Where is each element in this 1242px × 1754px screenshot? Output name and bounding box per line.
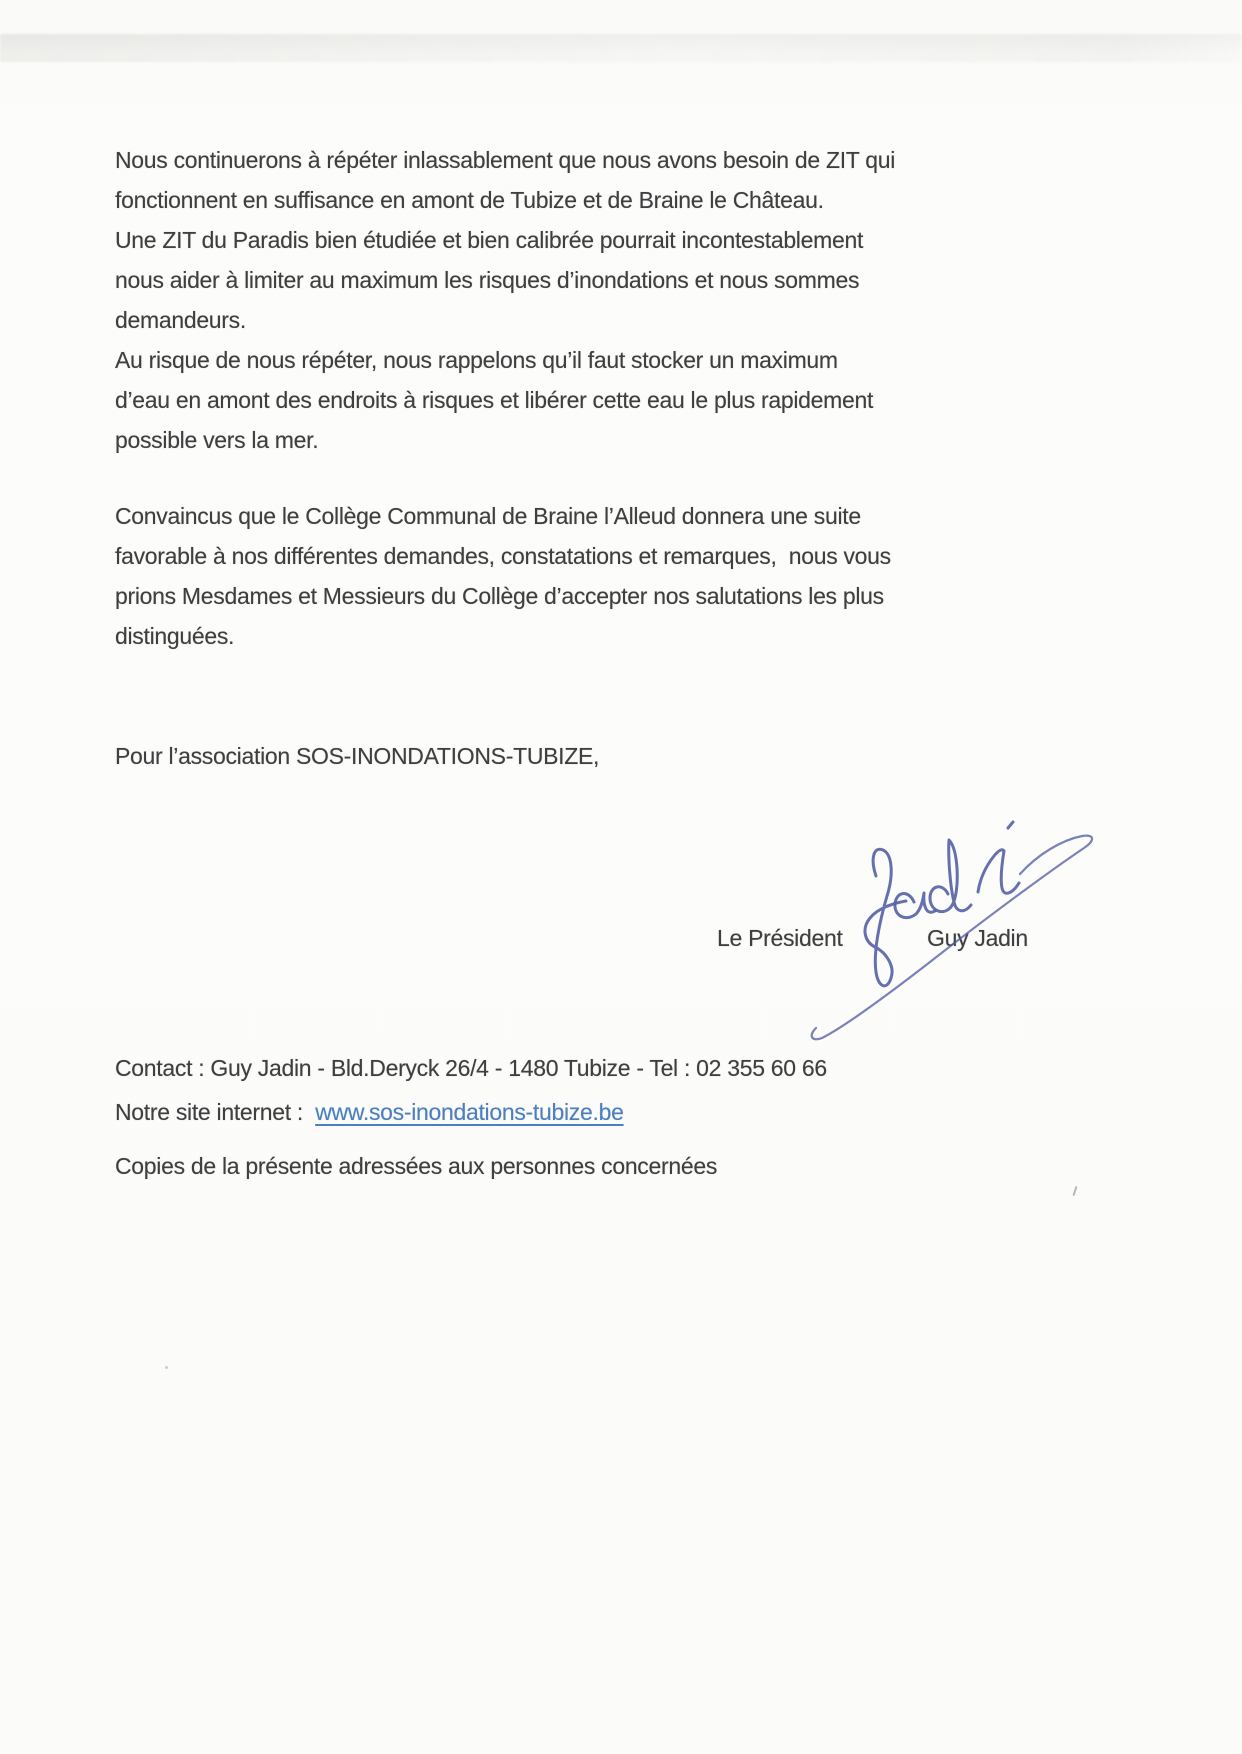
association-line: Pour l’association SOS-INONDATIONS-TUBIZE,: [115, 743, 600, 769]
body-line: Nous continuerons à répéter inlassablement que nous avons besoin de ZIT qui: [115, 147, 896, 173]
body-line: prions Mesdames et Messieurs du Collège d’accepter nos salutations les plus: [115, 583, 884, 609]
website-line: [115, 1090, 1015, 1134]
body-line: Au risque de nous répéter, nous rappelons qu’il faut stocker un maximum: [115, 347, 838, 373]
body-line: fonctionnent en suffisance en amont de Tubize et de Braine le Château.: [115, 187, 824, 213]
body-line: nous aider à limiter au maximum les risques d’inondations et nous sommes: [115, 267, 860, 293]
scan-speck: [165, 1366, 168, 1369]
website-label: Notre site internet :: [115, 1099, 316, 1125]
signature-role-label: Le Président: [717, 925, 843, 951]
website-link[interactable]: www.sos-inondations-tubize.be: [315, 1099, 624, 1125]
body-line: favorable à nos différentes demandes, constatations et remarques, nous vous: [115, 543, 891, 569]
scan-speck: [1073, 1186, 1078, 1196]
copies-note: Copies de la présente adressées aux personnes concernées: [115, 1153, 718, 1179]
contact-block: [115, 1046, 1015, 1134]
body-line: distinguées.: [115, 623, 235, 649]
body-line: Une ZIT du Paradis bien étudiée et bien calibrée pourrait incontestablement: [115, 227, 864, 253]
body-line: Convaincus que le Collège Communal de Braine l’Alleud donnera une suite: [115, 503, 861, 529]
body-paragraph-2: [115, 496, 975, 656]
contact-line: Contact : Guy Jadin - Bld.Deryck 26/4 - 1480 Tubize - Tel : 02 355 60 66: [115, 1055, 827, 1081]
body-line: demandeurs.: [115, 307, 246, 333]
body-paragraph-1: [115, 140, 975, 460]
body-line: d’eau en amont des endroits à risques et libérer cette eau le plus rapidement: [115, 387, 874, 413]
scan-artifact-band: [0, 34, 1242, 62]
handwritten-signature: [690, 790, 1110, 1060]
signature-signer-name: Guy Jadin: [927, 925, 1028, 951]
body-line: possible vers la mer.: [115, 427, 319, 453]
